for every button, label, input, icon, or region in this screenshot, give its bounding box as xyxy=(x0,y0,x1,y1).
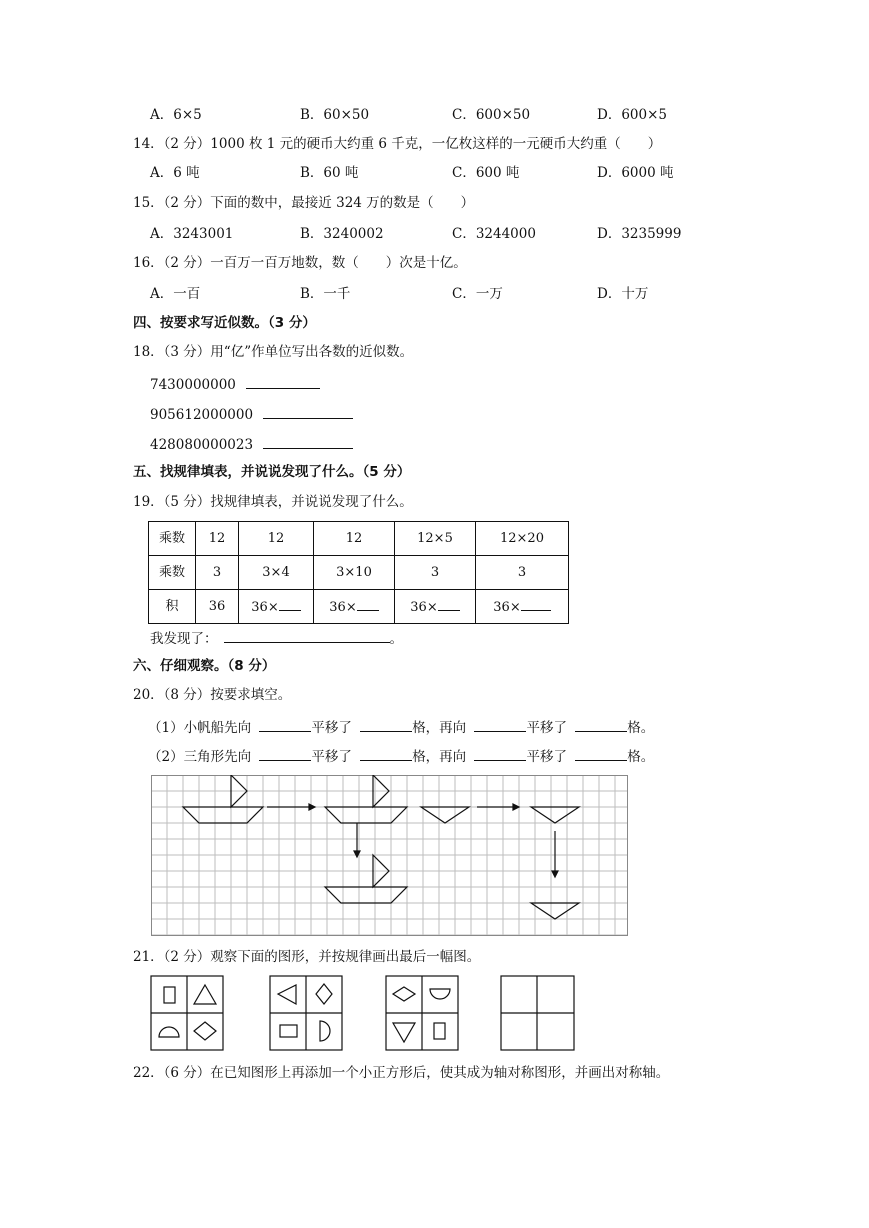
q18-number-3: 428080000023 xyxy=(150,437,254,453)
boat-hull xyxy=(325,887,407,903)
moved-text: 平移了 xyxy=(526,720,567,736)
product-prefix: 36× xyxy=(329,600,357,615)
q13-option-c: C．600×50 xyxy=(452,107,531,123)
answer-blank[interactable] xyxy=(521,597,551,611)
rectangle-icon xyxy=(434,1023,445,1039)
section-5-heading: 五、找规律填表，并说说发现了什么。（5 分） xyxy=(133,464,411,480)
q15-option-b: B．3240002 xyxy=(300,226,384,242)
end-text: 格。 xyxy=(627,720,655,736)
answer-blank[interactable] xyxy=(474,746,526,761)
q22-question: 22．（6 分）在已知图形上再添加一个小正方形后，使其成为轴对称图形，并画出对称轴。 xyxy=(133,1065,670,1081)
diamond-icon xyxy=(194,1022,216,1040)
q19-question: 19．（5 分）找规律填表，并说说发现了什么。 xyxy=(133,494,413,510)
answer-blank[interactable] xyxy=(259,717,311,732)
section-4-heading: 四、按要求写近似数。（3 分） xyxy=(133,315,316,331)
found-end: 。 xyxy=(389,631,403,647)
answer-blank[interactable] xyxy=(246,374,320,389)
q14-option-a: A．6 吨 xyxy=(150,165,200,181)
semicircle-icon xyxy=(430,989,450,999)
triangle-icon xyxy=(194,985,216,1004)
triangle-icon xyxy=(393,1023,415,1042)
grid-lines xyxy=(151,775,628,936)
answer-blank[interactable] xyxy=(438,597,460,611)
answer-blank[interactable] xyxy=(575,717,627,732)
table-cell xyxy=(476,590,569,624)
q18-number-2: 905612000000 xyxy=(150,407,254,423)
semicircle-icon xyxy=(320,1021,330,1041)
q15-option-d: D．3235999 xyxy=(597,226,682,242)
table-cell: 3 xyxy=(196,556,239,590)
answer-blank[interactable] xyxy=(357,597,379,611)
q21-question: 21．（2 分）观察下面的图形，并按规律画出最后一幅图。 xyxy=(133,949,481,965)
triangle-shape xyxy=(531,903,579,919)
answer-blank[interactable] xyxy=(279,597,301,611)
q20-sub2-label: （2）三角形先向 xyxy=(148,749,252,765)
answer-blank[interactable] xyxy=(474,717,526,732)
product-prefix: 36× xyxy=(251,600,279,615)
q14-question: 14．（2 分）1000 枚 1 元的硬币大约重 6 千克，一亿枚这样的一元硬币大约重（ ） xyxy=(133,136,662,152)
moved-text: 平移了 xyxy=(526,749,567,765)
table-row xyxy=(149,590,569,624)
boat-hull xyxy=(183,807,263,823)
answer-blank[interactable] xyxy=(360,717,412,732)
row-label: 乘数 xyxy=(149,522,196,556)
q14-option-d: D．6000 吨 xyxy=(597,165,674,181)
q20-question: 20．（8 分）按要求填空。 xyxy=(133,687,292,703)
rectangle-icon xyxy=(164,987,175,1003)
row-label: 乘数 xyxy=(149,556,196,590)
table-cell: 3 xyxy=(395,556,476,590)
semicircle-icon xyxy=(159,1027,179,1037)
q15-option-c: C．3244000 xyxy=(452,226,536,242)
table-cell: 12×20 xyxy=(476,522,569,556)
triangle-shape xyxy=(531,807,579,823)
q13-option-b: B．60×50 xyxy=(300,107,370,123)
q15-option-a: A．3243001 xyxy=(150,226,234,242)
answer-blank[interactable] xyxy=(263,434,353,449)
table-cell xyxy=(239,590,314,624)
q15-question: 15．（2 分）下面的数中，最接近 324 万的数是（ ） xyxy=(133,195,475,211)
q16-option-d: D．十万 xyxy=(597,286,649,302)
pattern-boxes-figure xyxy=(150,975,580,1053)
table-cell: 36 xyxy=(196,590,239,624)
arrow-head-icon xyxy=(552,871,558,877)
table-cell: 3×10 xyxy=(314,556,395,590)
product-prefix: 36× xyxy=(410,600,438,615)
rectangle-icon xyxy=(280,1025,297,1037)
then-text: 格，再向 xyxy=(412,720,467,736)
boat-hull xyxy=(325,807,407,823)
table-cell: 3×4 xyxy=(239,556,314,590)
table-cell: 12 xyxy=(239,522,314,556)
q18-item-3 xyxy=(150,434,353,454)
arrow-head-icon xyxy=(309,804,315,810)
q16-option-a: A．一百 xyxy=(150,286,201,302)
triangle-icon xyxy=(278,985,296,1004)
answer-blank[interactable] xyxy=(224,628,390,643)
answer-blank[interactable] xyxy=(263,404,353,419)
q20-sub1-label: （1）小帆船先向 xyxy=(148,720,252,736)
then-text: 格，再向 xyxy=(412,749,467,765)
row-label: 积 xyxy=(149,590,196,624)
triangle-shape xyxy=(421,807,469,823)
table-cell: 12×5 xyxy=(395,522,476,556)
answer-blank[interactable] xyxy=(259,746,311,761)
diamond-icon xyxy=(316,984,332,1004)
diamond-icon xyxy=(393,987,415,1001)
q18-item-2 xyxy=(150,404,353,424)
q14-option-b: B．60 吨 xyxy=(300,165,359,181)
table-row xyxy=(149,556,569,590)
q13-option-a: A．6×5 xyxy=(150,107,202,123)
end-text: 格。 xyxy=(627,749,655,765)
moved-text: 平移了 xyxy=(311,749,352,765)
q13-option-d: D．600×5 xyxy=(597,107,667,123)
table-cell xyxy=(314,590,395,624)
arrow-head-icon xyxy=(513,804,519,810)
translation-grid-figure xyxy=(151,775,629,937)
q19-found-line xyxy=(150,628,403,648)
q16-option-b: B．一千 xyxy=(300,286,351,302)
q18-number-1: 7430000000 xyxy=(150,377,236,393)
answer-blank[interactable] xyxy=(575,746,627,761)
q16-option-c: C．一万 xyxy=(452,286,503,302)
product-prefix: 36× xyxy=(493,600,521,615)
table-cell: 3 xyxy=(476,556,569,590)
table-row xyxy=(149,522,569,556)
q18-question: 18．（3 分）用“亿”作单位写出各数的近似数。 xyxy=(133,344,414,360)
section-6-heading: 六、仔细观察。（8 分） xyxy=(133,658,276,674)
table-cell: 12 xyxy=(196,522,239,556)
table-cell xyxy=(395,590,476,624)
q16-question: 16．（2 分）一百万一百万地数，数（ ）次是十亿。 xyxy=(133,255,467,271)
moved-text: 平移了 xyxy=(311,720,352,736)
q14-option-c: C．600 吨 xyxy=(452,165,520,181)
q20-sub2 xyxy=(148,746,654,766)
pattern-table xyxy=(148,521,569,624)
found-label: 我发现了： xyxy=(150,631,218,647)
answer-blank[interactable] xyxy=(360,746,412,761)
q18-item-1 xyxy=(150,374,320,394)
table-cell: 12 xyxy=(314,522,395,556)
q20-sub1 xyxy=(148,717,654,737)
